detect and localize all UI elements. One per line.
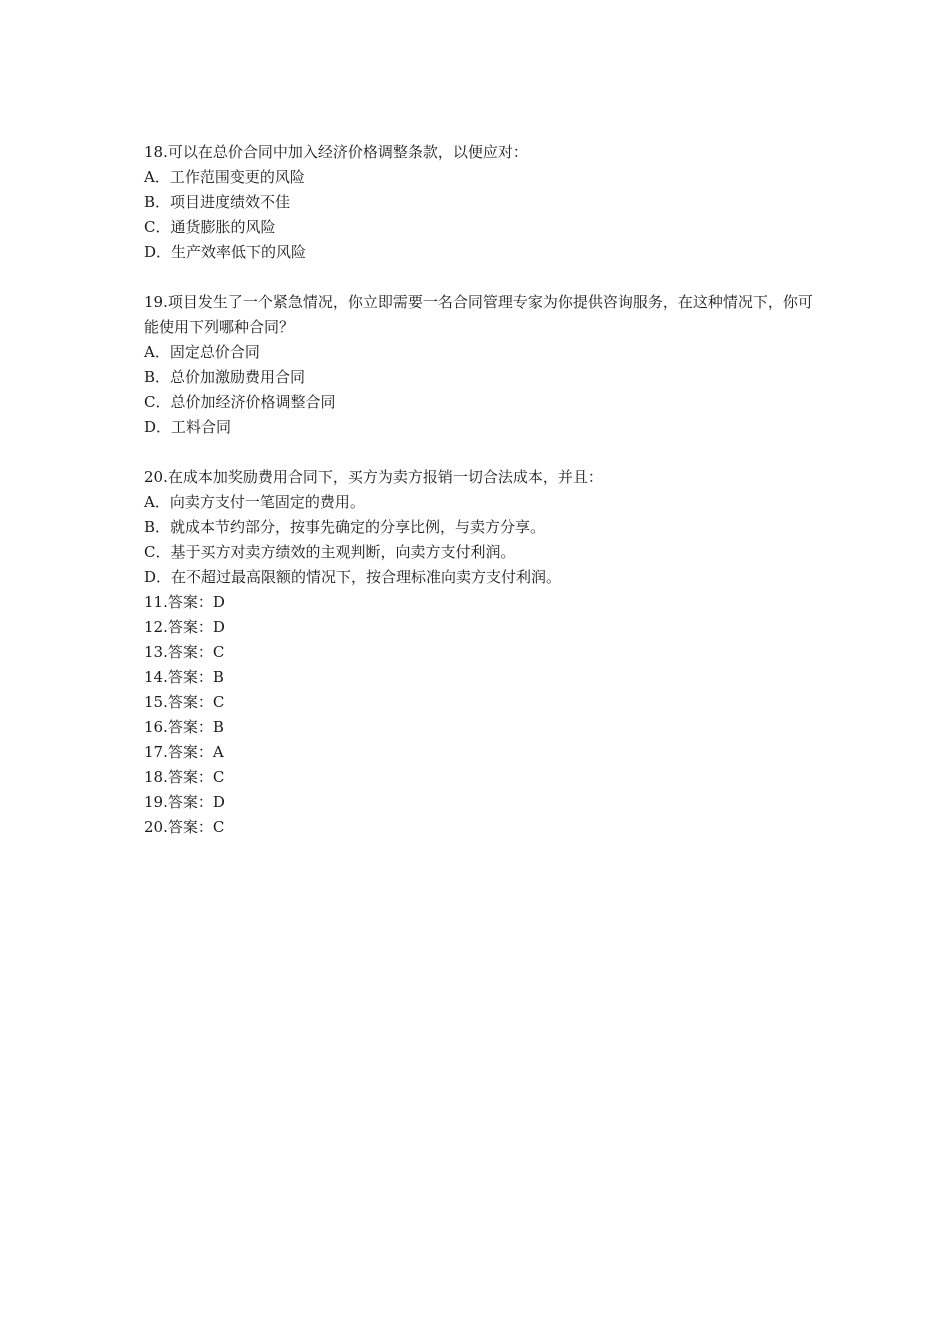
answer-line: 18.答案：C bbox=[144, 768, 225, 786]
option-a: A．固定总价合同 bbox=[144, 343, 260, 361]
option-a: A．工作范围变更的风险 bbox=[144, 168, 305, 186]
question-stem: 20.在成本加奖励费用合同下，买方为卖方报销一切合法成本，并且： bbox=[144, 468, 603, 486]
answer-line: 11.答案：D bbox=[144, 593, 225, 611]
document-page bbox=[144, 140, 814, 840]
question-stem: 18.可以在总价合同中加入经济价格调整条款，以便应对： bbox=[144, 143, 528, 161]
answer-key bbox=[144, 590, 814, 840]
option-b: B．总价加激励费用合同 bbox=[144, 368, 306, 386]
answer-line: 14.答案：B bbox=[144, 668, 224, 686]
answer-line: 19.答案：D bbox=[144, 793, 225, 811]
option-d: D．工料合同 bbox=[144, 418, 232, 436]
option-c: C．通货膨胀的风险 bbox=[144, 218, 276, 236]
answer-line: 12.答案：D bbox=[144, 618, 225, 636]
answer-line: 15.答案：C bbox=[144, 693, 225, 711]
question-18 bbox=[144, 140, 814, 265]
answer-line: 16.答案：B bbox=[144, 718, 224, 736]
option-c: C．基于买方对卖方绩效的主观判断，向卖方支付利润。 bbox=[144, 543, 516, 561]
answer-line: 13.答案：C bbox=[144, 643, 225, 661]
option-b: B．项目进度绩效不佳 bbox=[144, 193, 291, 211]
question-19 bbox=[144, 290, 814, 440]
option-b: B．就成本节约部分，按事先确定的分享比例，与卖方分享。 bbox=[144, 518, 546, 536]
question-20 bbox=[144, 465, 814, 840]
option-d: D．生产效率低下的风险 bbox=[144, 243, 307, 261]
option-c: C．总价加经济价格调整合同 bbox=[144, 393, 336, 411]
question-stem: 19.项目发生了一个紧急情况，你立即需要一名合同管理专家为你提供咨询服务，在这种情况下，你可能使用下列哪种合同？ bbox=[144, 293, 813, 336]
option-a: A．向卖方支付一笔固定的费用。 bbox=[144, 493, 365, 511]
option-d: D．在不超过最高限额的情况下，按合理标准向卖方支付利润。 bbox=[144, 568, 562, 586]
answer-line: 17.答案：A bbox=[144, 743, 224, 761]
answer-line: 20.答案：C bbox=[144, 818, 225, 836]
